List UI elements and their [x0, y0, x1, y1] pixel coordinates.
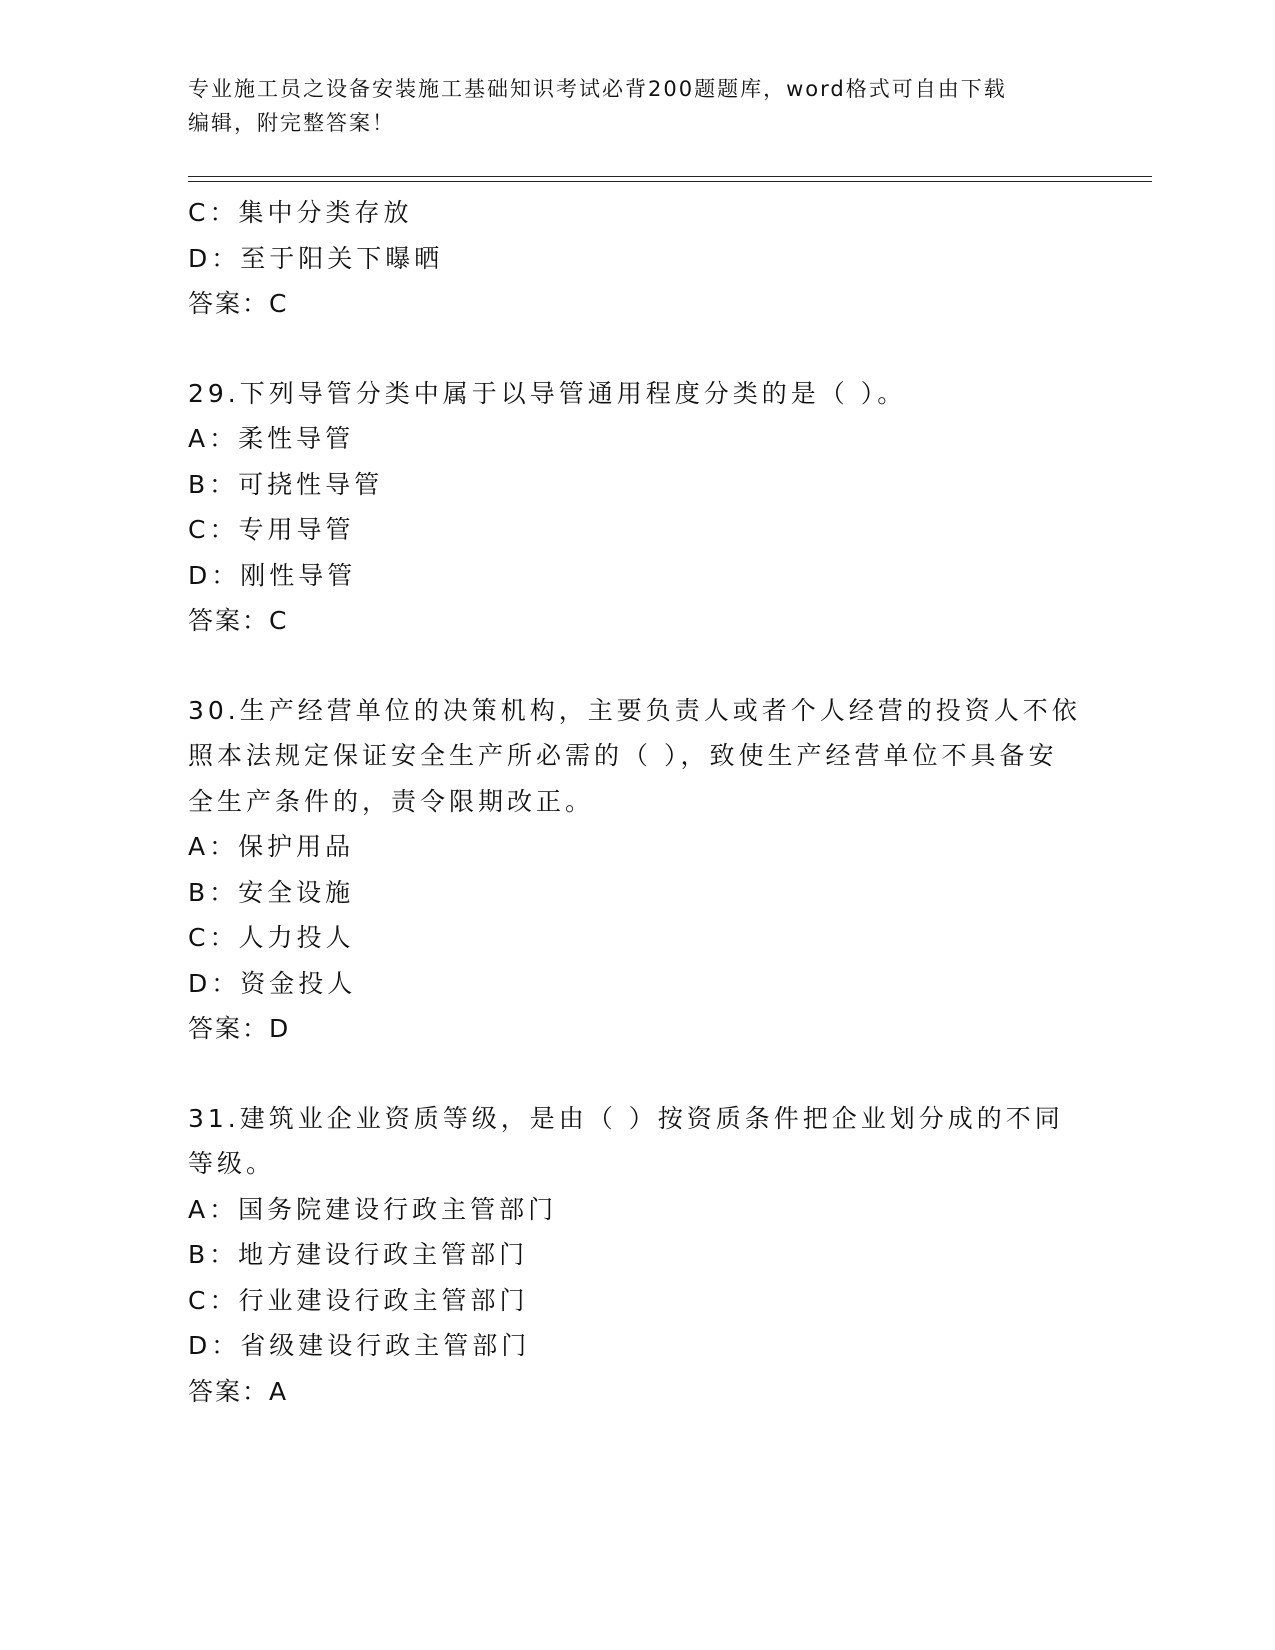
header-line-1: 专业施工员之设备安装施工基础知识考试必背200题题库，word格式可自由下载	[188, 77, 1007, 101]
question-28-continuation	[188, 190, 1088, 327]
answer-line: 答案：C	[188, 606, 289, 635]
question-29	[188, 371, 1088, 644]
option-c: C：集中分类存放	[188, 198, 413, 227]
option-b: B：可挠性导管	[188, 469, 384, 499]
option-c: C：人力投人	[188, 923, 355, 952]
option-a: A：柔性导管	[188, 424, 355, 453]
question-text: 29.下列导管分类中属于以导管通用程度分类的是（ ）。	[188, 378, 907, 408]
question-text-line-1: 30.生产经营单位的决策机构，主要负责人或者个人经营的投资人不依	[188, 695, 1081, 725]
header-line-2: 编辑，附完整答案！	[188, 111, 395, 135]
option-c: C：专用导管	[188, 515, 355, 544]
option-c: C：行业建设行政主管部门	[188, 1285, 529, 1315]
answer-line: 答案：C	[188, 289, 289, 318]
question-text-line-1: 31.建筑业企业资质等级，是由（ ）按资质条件把企业划分成的不同	[188, 1103, 1064, 1133]
question-31	[188, 1096, 1088, 1415]
option-a: A：国务院建设行政主管部门	[188, 1194, 558, 1224]
option-b: B：安全设施	[188, 877, 355, 907]
question-text-line-2: 等级。	[188, 1149, 276, 1178]
spacer	[188, 327, 1088, 371]
option-d: D：刚性导管	[188, 560, 357, 590]
header-divider-top	[188, 176, 1152, 177]
option-d: D：资金投人	[188, 968, 357, 998]
option-b: B：地方建设行政主管部门	[188, 1240, 529, 1269]
question-text-line-2: 照本法规定保证安全生产所必需的（ ），致使生产经营单位不具备安	[188, 741, 1058, 770]
option-d: D：至于阳关下曝晒	[188, 243, 444, 273]
spacer	[188, 1052, 1088, 1096]
question-30	[188, 688, 1088, 1052]
document-header	[188, 72, 1068, 140]
option-d: D：省级建设行政主管部门	[188, 1331, 531, 1360]
spacer	[188, 644, 1088, 688]
question-text-line-3: 全生产条件的，责令限期改正。	[188, 786, 595, 816]
question-list	[188, 190, 1088, 1414]
header-divider-bottom	[188, 181, 1152, 182]
answer-line: 答案：D	[188, 1014, 291, 1043]
option-a: A：保护用品	[188, 832, 355, 861]
answer-line: 答案：A	[188, 1376, 289, 1406]
